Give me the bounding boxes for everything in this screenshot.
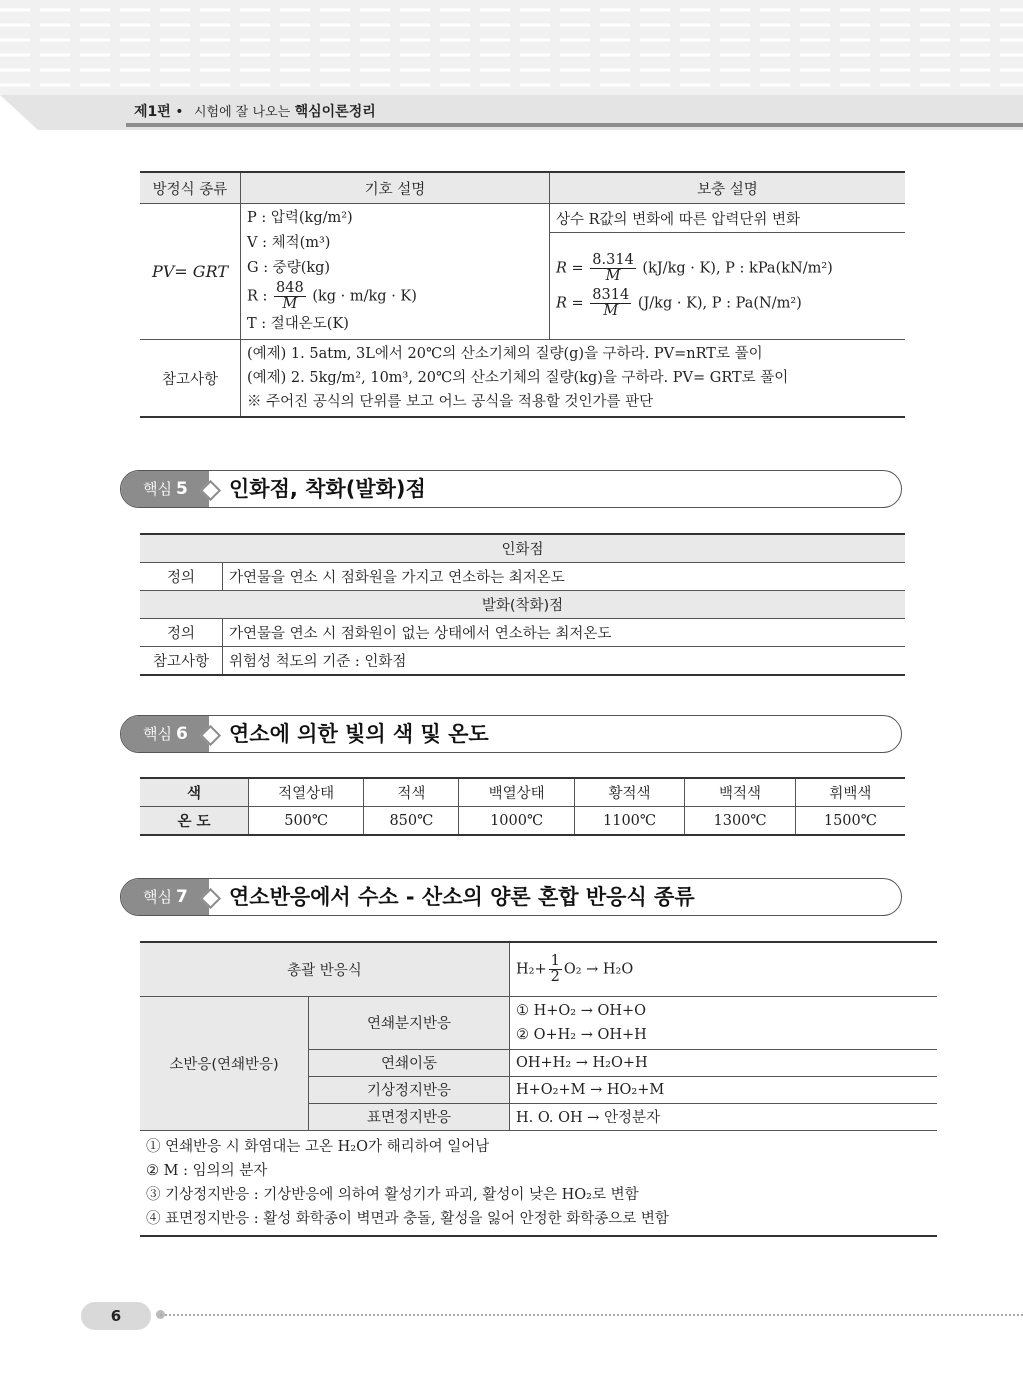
ref-label: 참고사항	[140, 647, 223, 676]
ref-line-2: (예제) 2. 5kg/m², 10m³, 20℃의 산소기체의 질량(kg)을 구하라. PV= GRT로 풀이	[247, 370, 789, 387]
note: ② M : 임의의 분자	[146, 1162, 268, 1179]
formula-r1: R = $\frac{8.314}{M}$ (kJ/kg · K), P : kPa(kN/m²)	[556, 251, 833, 284]
supplement-line1: 상수 R값의 변화에 따른 압력단위 변화	[550, 204, 906, 233]
col-header-equation: 방정식 종류	[140, 172, 241, 204]
supplement-formulas	[550, 233, 906, 340]
ref-line-3: ※ 주어진 공식의 단위를 보고 어느 공식을 적용할 것인가를 판단	[247, 394, 654, 411]
color-cell: 적색	[364, 778, 459, 807]
symbol-cell	[241, 204, 550, 340]
header-title	[134, 101, 376, 121]
symbol-t: T : 절대온도(K)	[247, 316, 349, 333]
reaction-table	[140, 941, 937, 1237]
symbol-p: P : 압력(kg/m²)	[247, 210, 353, 226]
color-cell: 휘백색	[795, 778, 905, 807]
section-header-7	[120, 878, 902, 916]
temp-cell: 1500℃	[795, 807, 905, 836]
temp-cell: 1300℃	[685, 807, 796, 836]
ignition-point-def: 가연물을 연소 시 점화원이 없는 상태에서 연소하는 최저온도	[223, 619, 906, 647]
color-cell: 백열상태	[459, 778, 574, 807]
notes-cell	[140, 1130, 937, 1236]
header-main-title: 핵심이론정리	[294, 104, 376, 120]
section-title: 연소반응에서 수소 - 산소의 양론 혼합 반응식 종류	[229, 885, 695, 909]
fraction: $\frac{8.314}{M}$	[592, 251, 634, 284]
temp-cell: 1100℃	[574, 807, 685, 836]
header-subtitle: 시험에 잘 나오는	[193, 105, 291, 120]
col-header-symbols: 기호 설명	[241, 172, 550, 204]
reaction-eq: H. O. OH → 안정분자	[510, 1103, 938, 1130]
flash-point-table	[140, 533, 905, 676]
part-label: 제1편	[134, 104, 171, 120]
reaction-eq: H+O₂+M → HO₂+M	[510, 1076, 938, 1103]
reaction-name: 연쇄이동	[309, 1049, 510, 1076]
fraction: $\frac{8314}{M}$	[592, 287, 630, 320]
def-label: 정의	[140, 619, 223, 647]
col-header-supplement: 보충 설명	[550, 172, 906, 204]
overall-label: 총괄 반응식	[140, 942, 510, 996]
note: ① 연쇄반응 시 화염대는 고온 H₂O가 해리하여 일어남	[146, 1138, 490, 1155]
reaction-eq: OH+H₂ → H₂O+H	[510, 1049, 938, 1076]
temp-cell: 1000℃	[459, 807, 574, 836]
reaction-name: 기상정지반응	[309, 1076, 510, 1103]
color-row-label: 색	[140, 778, 249, 807]
formula-r2: R = $\frac{8314}{M}$ (J/kg · K), P : Pa(N/m²)	[556, 287, 802, 320]
symbol-r: R : $\frac{848}{M}$ (kg · m/kg · K)	[247, 280, 417, 313]
flash-point-def: 가연물을 연소 시 점화원을 가지고 연소하는 최저온도	[223, 563, 906, 591]
section-badge: 핵심 7	[121, 879, 209, 915]
temp-cell: 850℃	[364, 807, 459, 836]
color-cell: 황적색	[574, 778, 685, 807]
def-label: 정의	[140, 563, 223, 591]
equation-cell: PV= GRT	[140, 204, 241, 340]
ref-label: 참고사항	[140, 340, 241, 418]
page-number: 6	[81, 1302, 151, 1330]
section-badge: 핵심 6	[121, 716, 209, 752]
reaction-name: 연쇄분지반응	[309, 996, 510, 1049]
symbol-g: G : 중량(kg)	[247, 260, 331, 276]
reaction-name: 표면정지반응	[309, 1103, 510, 1130]
footer-dotted-line	[160, 1314, 1023, 1316]
flame-color-table	[140, 777, 905, 836]
section-header-6	[120, 715, 902, 753]
flash-point-header: 인화점	[140, 534, 905, 563]
ref-text: 위험성 척도의 기준 : 인화점	[223, 647, 906, 676]
bullet-icon: •	[175, 104, 188, 120]
temp-row-label: 온 도	[140, 807, 249, 836]
fraction: $\frac{848}{M}$	[276, 280, 304, 313]
reaction-eq: ① H+O₂ → OH+O ② O+H₂ → OH+H	[510, 996, 938, 1049]
color-cell: 백적색	[685, 778, 796, 807]
equation-table	[140, 171, 905, 418]
temp-cell: 500℃	[249, 807, 364, 836]
group-label: 소반응(연쇄반응)	[140, 996, 309, 1130]
symbol-v: V : 체적(m³)	[247, 235, 331, 251]
overall-equation: H₂+ $\frac{1}{2}$ O₂ → H₂O	[510, 942, 938, 996]
section-title: 연소에 의한 빛의 색 및 온도	[229, 722, 489, 746]
fraction: $\frac{1}{2}$	[550, 952, 560, 985]
note: ④ 표면정지반응 : 활성 화학종이 벽면과 충돌, 활성을 잃어 안정한 화학종으로 변함	[146, 1210, 669, 1227]
color-cell: 적열상태	[249, 778, 364, 807]
note: ③ 기상정지반응 : 기상반응에 의하여 활성기가 파괴, 활성이 낮은 HO₂로 변함	[146, 1186, 639, 1203]
ignition-point-header: 발화(착화)점	[140, 591, 905, 619]
section-badge: 핵심 5	[121, 471, 209, 507]
section-title: 인화점, 착화(발화)점	[229, 477, 426, 501]
ref-cell	[241, 340, 906, 418]
section-header-5	[120, 470, 902, 508]
ref-line-1: (예제) 1. 5atm, 3L에서 20℃의 산소기체의 질량(g)을 구하라. PV=nRT로 풀이	[247, 346, 763, 363]
